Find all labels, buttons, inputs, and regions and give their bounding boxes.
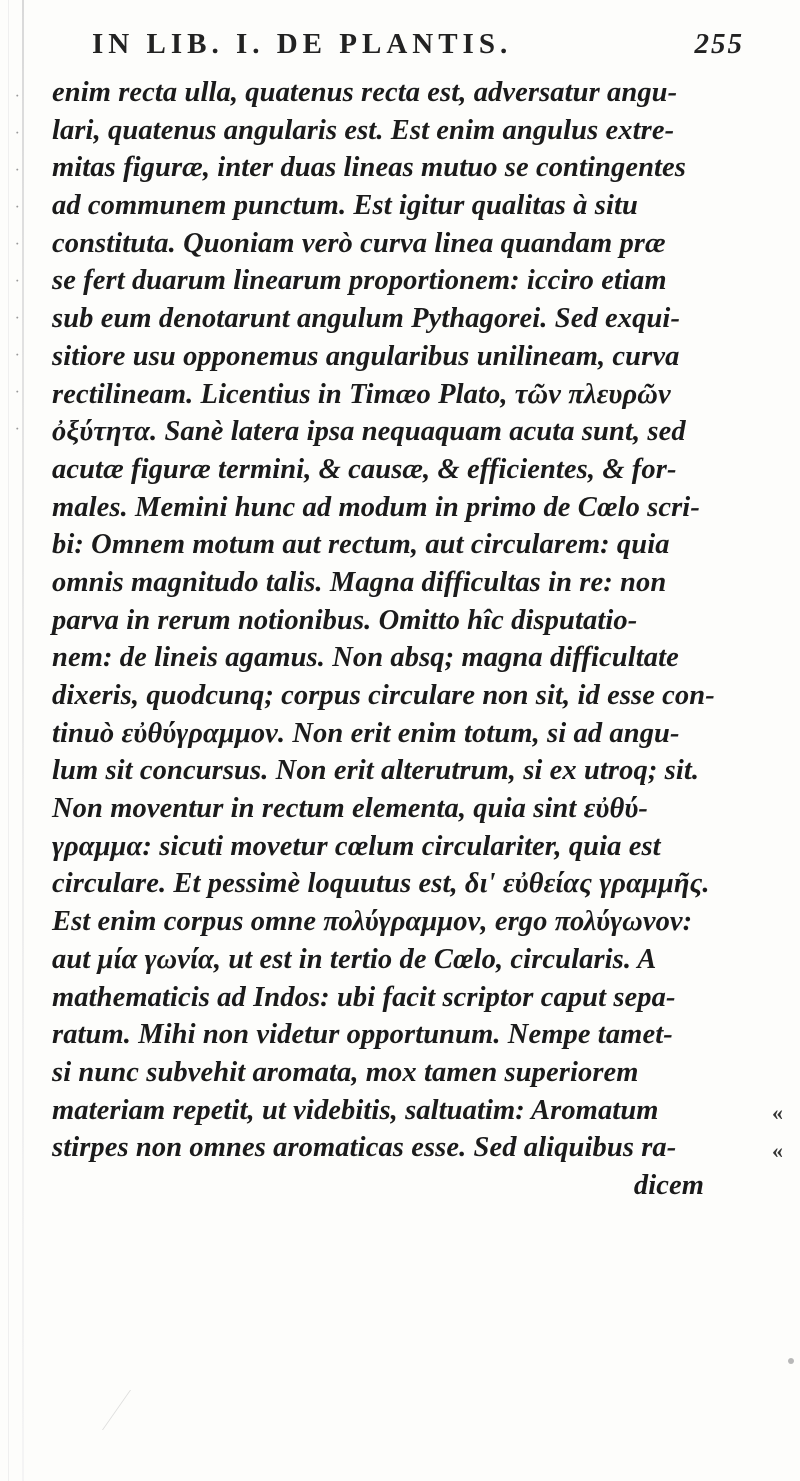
running-head-title: IN LIB. I. DE PLANTIS. (92, 28, 513, 60)
text-line: mitas figuræ, inter duas lineas mutuo se contingentes (52, 152, 686, 184)
text-line: circulare. Et pessimè loquutus est, δι' εὐθείας γραμμῆς. (52, 868, 710, 900)
text-line: γραμμα: sicuti movetur cœlum circulariter, quia est (52, 830, 661, 862)
text-line: parva in rerum notionibus. Omitto hîc disputatio- (52, 604, 638, 636)
text-line: constituta. Quoniam verò curva linea quandam præ (52, 227, 666, 259)
text-line: materiam repetit, ut videbitis, saltuatim: Aromatum (52, 1094, 659, 1126)
margin-quote-mark: « (772, 1138, 783, 1163)
text-line: sub eum denotarunt angulum Pythagorei. Sed exqui- (52, 303, 681, 335)
text-line: ὀξύτητα. Sanè latera ipsa nequaquam acuta sunt, sed (52, 416, 686, 448)
text-line: stirpes non omnes aromaticas esse. Sed aliquibus ra- (52, 1132, 677, 1164)
text-line: ratum. Mihi non videtur opportunum. Nempe tamet- (52, 1019, 673, 1051)
page-number: 255 (694, 28, 744, 60)
text-line: si nunc subvehit aromata, mox tamen superiorem (52, 1056, 639, 1088)
text-line: enim recta ulla, quatenus recta est, adversatur angu- (52, 77, 678, 108)
text-line: Est enim corpus omne πολύγραμμον, ergo πολύγωνον: (52, 906, 693, 938)
text-line: lum sit concursus. Non erit alterutrum, si ex utroq; sit. (52, 755, 700, 787)
text-line: ad communem punctum. Est igitur qualitas à situ (52, 190, 638, 222)
text-line: se fert duarum linearum proportionem: icciro etiam (52, 265, 667, 297)
body-text (52, 74, 752, 1205)
text-line: lari, quatenus angularis est. Est enim angulus extre- (52, 114, 675, 146)
text-line: mathematicis ad Indos: ubi facit scriptor caput sepa- (52, 981, 676, 1013)
gutter-marks: · · · · · · · · · · (14, 88, 20, 438)
gutter-line (22, 0, 24, 1481)
text-line: males. Memini hunc ad modum in primo de Cœlo scri- (52, 491, 700, 523)
text-line: nem: de lineis agamus. Non absq; magna difficultate (52, 642, 679, 674)
text-line: rectilineam. Licentius in Timæo Plato, τῶν πλευρῶν (52, 378, 671, 410)
running-head (92, 28, 752, 68)
ink-stroke (102, 1390, 161, 1430)
text-line: bi: Omnem motum aut rectum, aut circularem: quia (52, 529, 670, 561)
catchword: dicem (633, 1169, 704, 1201)
text-line: Non moventur in rectum elementa, quia sint εὐθύ- (52, 793, 648, 825)
text-line: sitiore usu opponemus angularibus unilineam, curva (52, 340, 680, 372)
text-line: tinuò εὐθύγραμμον. Non erit enim totum, si ad angu- (52, 717, 680, 749)
text-line: omnis magnitudo talis. Magna difficultas in re: non (52, 566, 667, 598)
margin-quote-mark: « (772, 1100, 783, 1125)
ink-spot (788, 1358, 794, 1364)
text-line: aut μία γωνία, ut est in tertio de Cœlo, circularis. A (52, 943, 657, 975)
text-line: acutæ figuræ termini, & causæ, & efficientes, & for- (52, 453, 677, 485)
text-line: dixeris, quodcunq; corpus circulare non sit, id esse con- (52, 680, 715, 711)
